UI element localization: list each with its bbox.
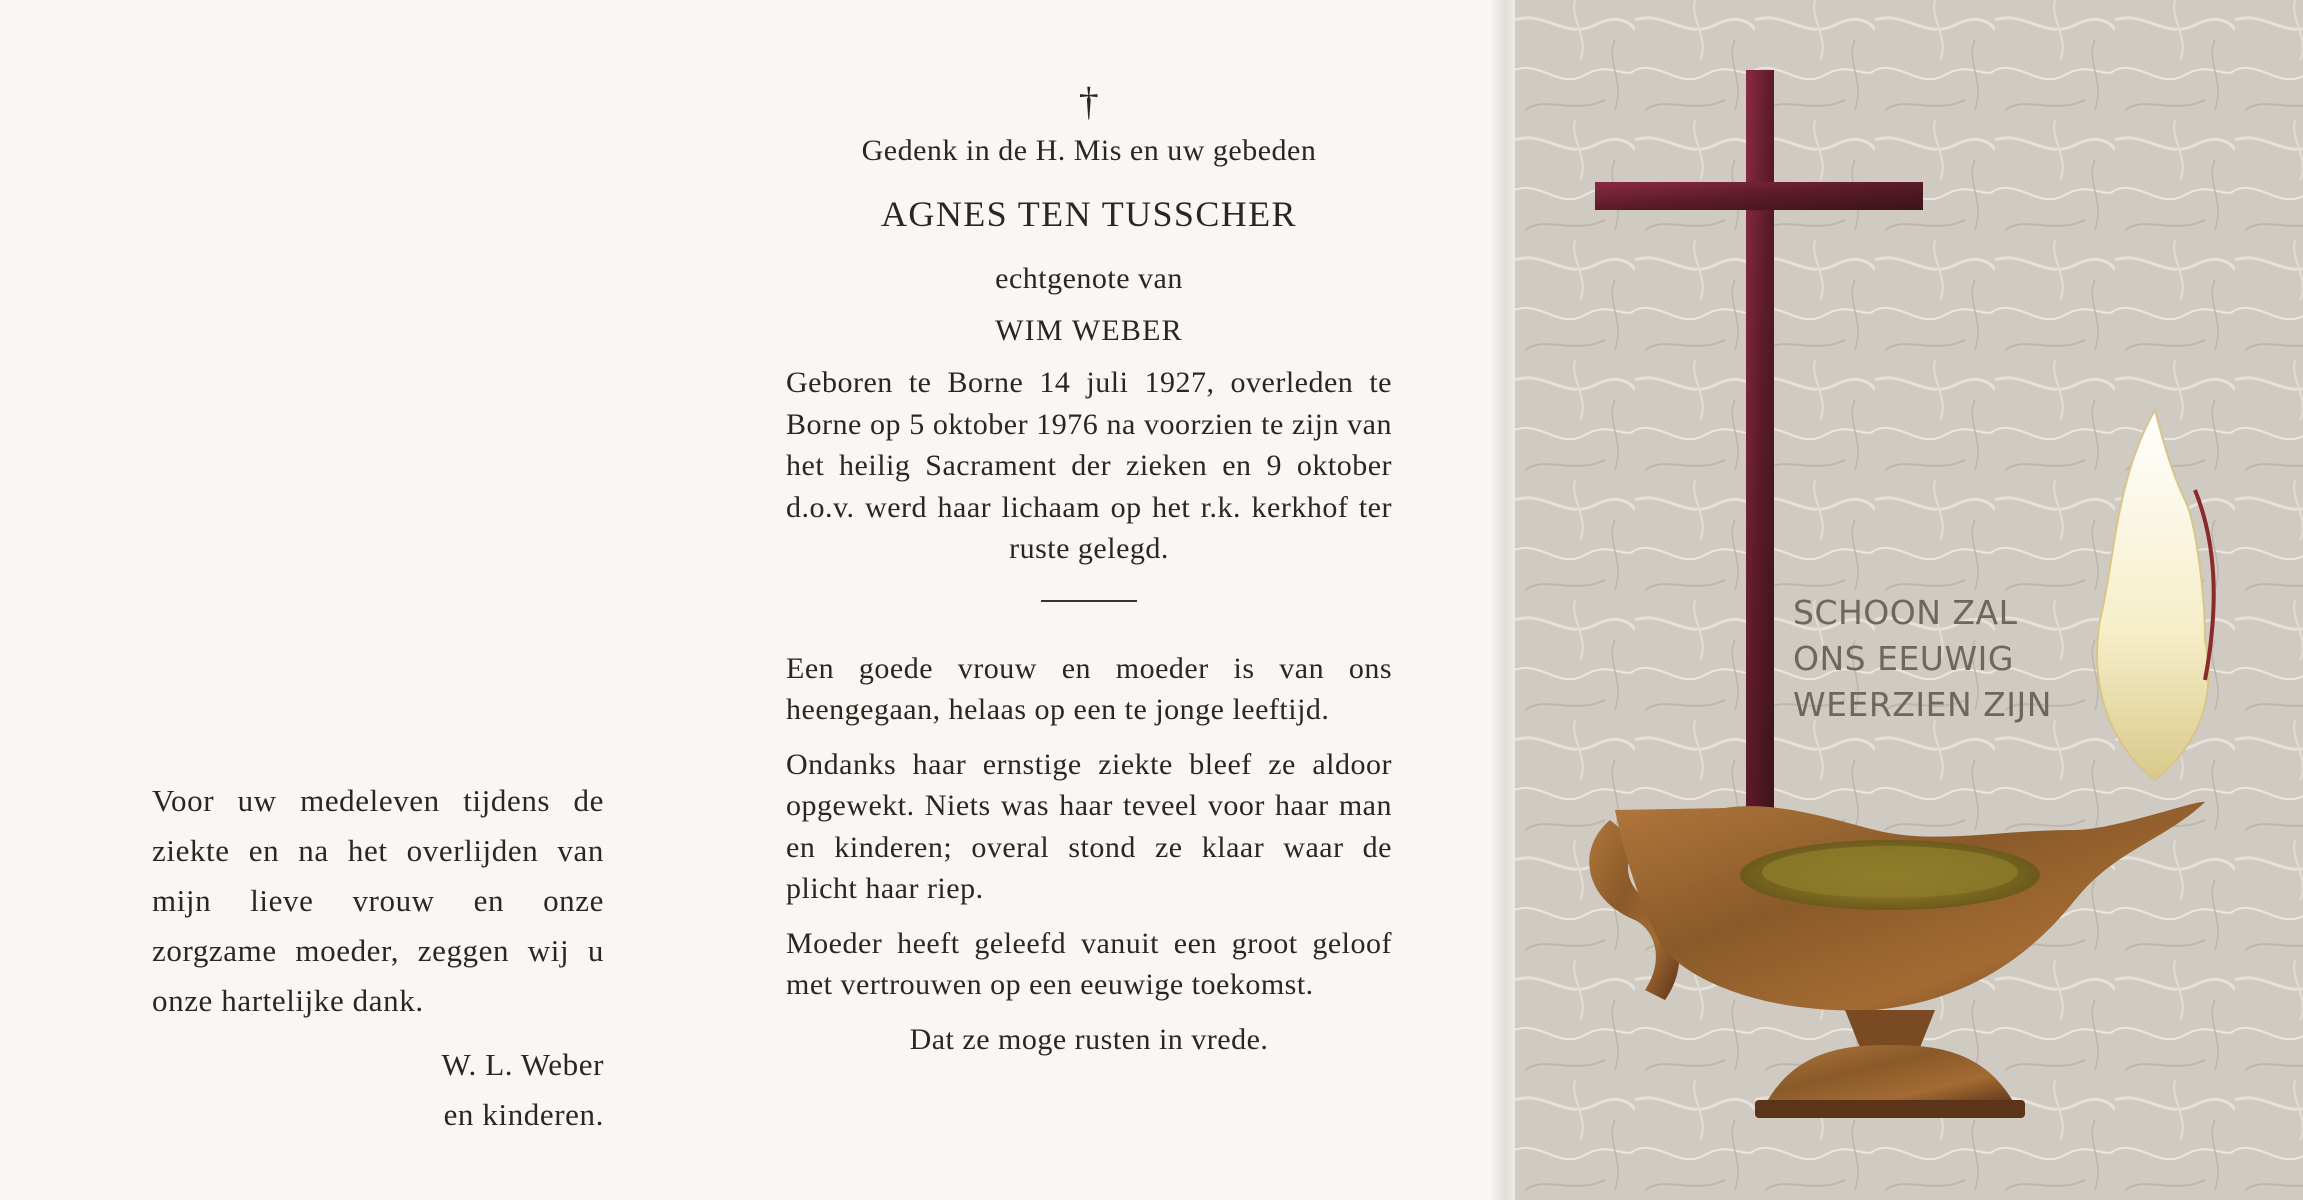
cross-icon: † [1078, 79, 1100, 124]
signature-name: W. L. Weber [441, 1047, 604, 1082]
obituary-paragraph-2: Ondanks haar ernstige ziekte bleef ze aldoor opgewekt. Niets was haar teveel voor haar man en kinderen; overal stond ze klaar waar de plicht haar riep. [786, 747, 1392, 905]
obituary-paragraph-3: Moeder heeft geleefd vanuit een groot geloof met vertrouwen op een eeuwige toekomst. [786, 926, 1392, 1001]
deceased-name: AGNES TEN TUSSCHER [881, 194, 1297, 234]
obituary-paragraph-1: Een goede vrouw en moeder is van ons heengegaan, helaas op een te jonge leeftijd. [786, 651, 1392, 726]
birth-death-text: Geboren te Borne 14 juli 1927, overleden te Borne op 5 oktober 1976 na voorzien te zijn van het heilig Sacrament der zieken en 9 oktober d.o.v. werd haar lichaam op het r.k. kerkhof ter ruste gelegd. [786, 366, 1392, 565]
motto-line-1: SCHOON ZAL [1793, 593, 2018, 632]
signature-block [330, 1040, 604, 1140]
section-divider [1041, 600, 1137, 602]
closing-line: Dat ze moge rusten in vrede. [909, 1022, 1269, 1056]
motto-line-3: WEERZIEN ZIJN [1793, 685, 2052, 724]
image-panel [1515, 0, 2303, 1200]
obituary-column [786, 80, 1392, 1060]
signature-family: en kinderen. [443, 1097, 604, 1132]
spouse-name: WIM WEBER [995, 314, 1183, 347]
thank-you-note [152, 776, 604, 1026]
relation-text: echtgenote van [995, 262, 1183, 295]
thank-you-text: Voor uw medeleven tijdens de ziekte en na het overlijden van mijn lieve vrouw en onze zorgzame moeder, zeggen wij u onze hartelijke dank. [152, 783, 604, 1018]
motto-line-2: ONS EEUWIG [1793, 639, 2014, 678]
obituary-intro: Gedenk in de H. Mis en uw gebeden [861, 134, 1317, 167]
motto-text [1793, 590, 2052, 728]
